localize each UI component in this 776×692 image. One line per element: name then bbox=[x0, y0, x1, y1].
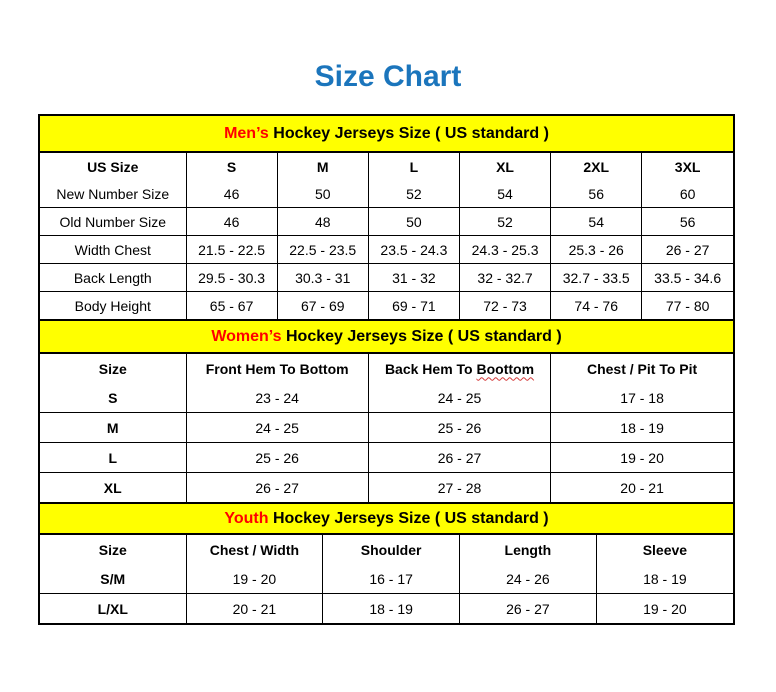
column-header: Chest / Pit To Pit bbox=[551, 354, 733, 383]
size-value-cell: 72 - 73 bbox=[459, 292, 550, 320]
womens-size-table bbox=[40, 354, 733, 502]
column-header: Front Hem To Bottom bbox=[186, 354, 368, 383]
column-header: Sleeve bbox=[596, 535, 733, 564]
column-header: 3XL bbox=[642, 153, 733, 180]
size-value-cell: 17 - 18 bbox=[551, 383, 733, 413]
column-header: Length bbox=[460, 535, 597, 564]
column-header: Size bbox=[98, 360, 127, 377]
size-value-cell: 69 - 71 bbox=[368, 292, 459, 320]
size-value-cell: 52 bbox=[368, 180, 459, 208]
table-row bbox=[40, 443, 733, 473]
youth-section-header bbox=[40, 502, 733, 535]
size-chart bbox=[38, 114, 735, 625]
table-row bbox=[40, 236, 733, 264]
misspelled-word: Boottom bbox=[476, 360, 535, 377]
size-value-cell: 18 - 19 bbox=[596, 564, 733, 594]
size-value-cell: 23.5 - 24.3 bbox=[368, 236, 459, 264]
size-value-cell: 54 bbox=[459, 180, 550, 208]
table-row bbox=[40, 413, 733, 443]
size-value-cell: 52 bbox=[459, 208, 550, 236]
table-row bbox=[40, 473, 733, 503]
column-header: L bbox=[368, 153, 459, 180]
row-label: Old Number Size bbox=[40, 208, 186, 236]
header-row bbox=[40, 535, 733, 564]
size-value-cell: 30.3 - 31 bbox=[277, 264, 368, 292]
size-value-cell: 77 - 80 bbox=[642, 292, 733, 320]
size-value-cell: 26 - 27 bbox=[460, 594, 597, 624]
size-value-cell: 67 - 69 bbox=[277, 292, 368, 320]
column-header: 2XL bbox=[551, 153, 642, 180]
row-label: New Number Size bbox=[56, 185, 170, 202]
size-value-cell: 60 bbox=[642, 180, 733, 208]
size-value-cell: 46 bbox=[186, 180, 277, 208]
row-label: M bbox=[40, 413, 186, 443]
section-header-highlight: Women’s bbox=[211, 328, 282, 345]
size-value-cell: 46 bbox=[186, 208, 277, 236]
size-value-cell: 50 bbox=[277, 180, 368, 208]
size-value-cell: 21.5 - 22.5 bbox=[186, 236, 277, 264]
size-value-cell: 32.7 - 33.5 bbox=[551, 264, 642, 292]
size-value-cell: 48 bbox=[277, 208, 368, 236]
size-value-cell: 23 - 24 bbox=[186, 383, 368, 413]
size-value-cell: 16 - 17 bbox=[323, 564, 460, 594]
size-value-cell: 26 - 27 bbox=[368, 443, 550, 473]
youth-size-table bbox=[40, 535, 733, 623]
size-value-cell: 24 - 25 bbox=[368, 383, 550, 413]
size-value-cell: 50 bbox=[368, 208, 459, 236]
header-row bbox=[40, 354, 733, 383]
row-label: S bbox=[108, 389, 118, 406]
size-value-cell: 24.3 - 25.3 bbox=[459, 236, 550, 264]
table-row bbox=[40, 208, 733, 236]
size-value-cell: 25 - 26 bbox=[186, 443, 368, 473]
section-header-text: Hockey Jerseys Size ( US standard ) bbox=[281, 328, 562, 345]
row-label: Width Chest bbox=[40, 236, 186, 264]
column-header: Size bbox=[98, 541, 127, 558]
section-youth bbox=[40, 502, 733, 623]
table-row bbox=[40, 383, 733, 413]
table-row bbox=[40, 180, 733, 208]
table-row bbox=[40, 292, 733, 320]
column-header: S bbox=[186, 153, 277, 180]
section-header-highlight: Men’s bbox=[224, 125, 269, 142]
size-value-cell: 33.5 - 34.6 bbox=[642, 264, 733, 292]
size-value-cell: 27 - 28 bbox=[368, 473, 550, 503]
section-header-text: Hockey Jerseys Size ( US standard ) bbox=[268, 510, 549, 527]
size-value-cell: 32 - 32.7 bbox=[459, 264, 550, 292]
size-value-cell: 22.5 - 23.5 bbox=[277, 236, 368, 264]
column-header: Back Hem To Boottom bbox=[368, 354, 550, 383]
row-label: L/XL bbox=[40, 594, 186, 624]
section-header-text: Hockey Jerseys Size ( US standard ) bbox=[268, 125, 549, 142]
column-header: M bbox=[277, 153, 368, 180]
size-value-cell: 18 - 19 bbox=[323, 594, 460, 624]
table-row bbox=[40, 264, 733, 292]
mens-section-header bbox=[40, 116, 733, 153]
column-header: XL bbox=[459, 153, 550, 180]
size-value-cell: 19 - 20 bbox=[551, 443, 733, 473]
column-header: Shoulder bbox=[323, 535, 460, 564]
section-mens bbox=[40, 116, 733, 319]
row-label: Back Length bbox=[40, 264, 186, 292]
size-value-cell: 56 bbox=[642, 208, 733, 236]
size-value-cell: 26 - 27 bbox=[186, 473, 368, 503]
size-value-cell: 56 bbox=[551, 180, 642, 208]
section-header-highlight: Youth bbox=[224, 510, 269, 527]
size-value-cell: 31 - 32 bbox=[368, 264, 459, 292]
row-label: L bbox=[40, 443, 186, 473]
size-value-cell: 18 - 19 bbox=[551, 413, 733, 443]
size-value-cell: 20 - 21 bbox=[551, 473, 733, 503]
section-womens bbox=[40, 319, 733, 502]
mens-size-table bbox=[40, 153, 733, 319]
column-header: US Size bbox=[87, 158, 139, 175]
row-label: XL bbox=[40, 473, 186, 503]
size-value-cell: 24 - 25 bbox=[186, 413, 368, 443]
size-value-cell: 65 - 67 bbox=[186, 292, 277, 320]
size-value-cell: 19 - 20 bbox=[186, 564, 323, 594]
size-value-cell: 29.5 - 30.3 bbox=[186, 264, 277, 292]
row-label: S/M bbox=[100, 570, 126, 587]
size-value-cell: 26 - 27 bbox=[642, 236, 733, 264]
size-value-cell: 25.3 - 26 bbox=[551, 236, 642, 264]
column-header: Chest / Width bbox=[186, 535, 323, 564]
table-row bbox=[40, 594, 733, 624]
size-value-cell: 19 - 20 bbox=[596, 594, 733, 624]
header-row bbox=[40, 153, 733, 180]
size-value-cell: 54 bbox=[551, 208, 642, 236]
size-value-cell: 25 - 26 bbox=[368, 413, 550, 443]
size-value-cell: 20 - 21 bbox=[186, 594, 323, 624]
row-label: Body Height bbox=[40, 292, 186, 320]
page-title: Size Chart bbox=[314, 60, 462, 93]
womens-section-header bbox=[40, 319, 733, 354]
size-value-cell: 74 - 76 bbox=[551, 292, 642, 320]
size-value-cell: 24 - 26 bbox=[460, 564, 597, 594]
table-row bbox=[40, 564, 733, 594]
